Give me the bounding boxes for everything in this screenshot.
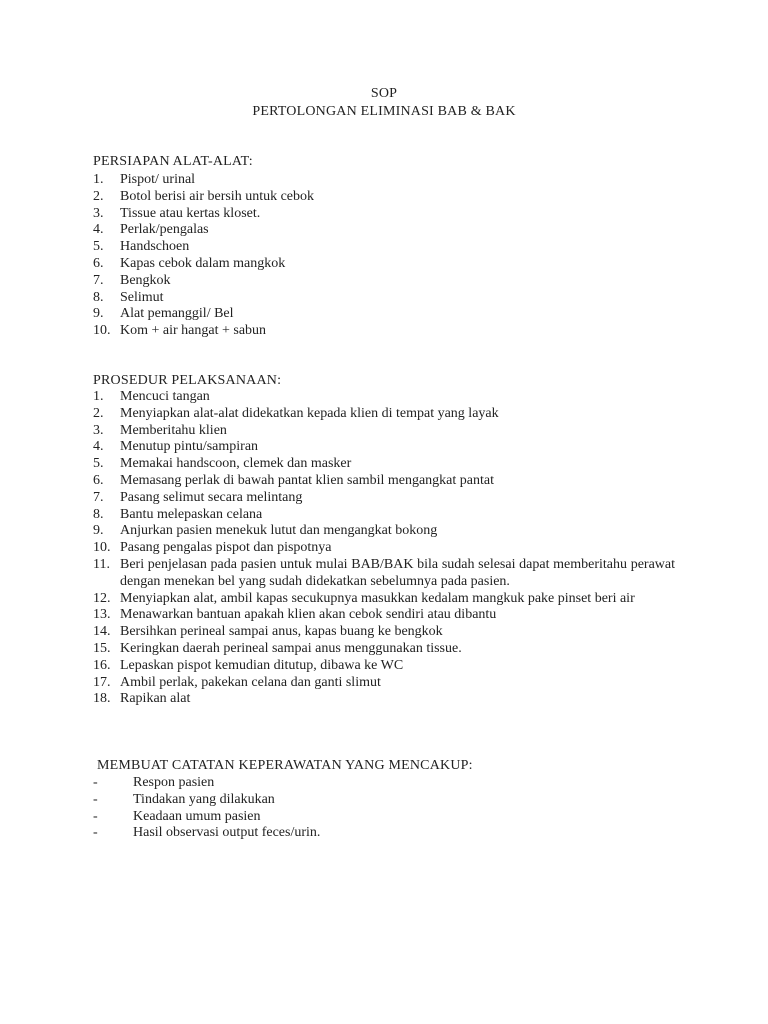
list-item [93,792,675,809]
list-item-number: - [93,775,98,790]
list-item-text: Selimut [120,289,164,305]
list-item-text: Lepaskan pispot kemudian ditutup, dibawa ke WC [120,657,404,673]
list-item-number: 4. [93,439,104,455]
list-item-number: 2. [93,188,104,204]
list-item-number: 2. [93,405,104,421]
list-item [93,189,675,206]
list-item-number: 8. [93,506,104,522]
list-item [93,473,675,490]
section-heading-procedure: PROSEDUR PELAKSANAAN: [93,373,282,388]
equipment-list [93,172,675,340]
list-item-text: Menyiapkan alat-alat didekatkan kepada klien di tempat yang layak [120,405,499,421]
document-subtitle: PERTOLONGAN ELIMINASI BAB & BAK [252,104,516,119]
list-item-text: Botol berisi air bersih untuk cebok [120,188,315,204]
list-item-text: Bersihkan perineal sampai anus, kapas buang ke bengkok [120,624,443,640]
list-item-text: Menyiapkan alat, ambil kapas secukupnya masukkan kedalam mangkuk pake pinset beri air [120,590,635,606]
list-item [93,239,675,256]
list-item [93,323,675,340]
list-item [93,490,675,507]
list-item-text: Tindakan yang dilakukan [133,791,275,807]
list-item-text: Keringkan daerah perineal sampai anus menggunakan tissue. [120,640,462,656]
list-item-number: 5. [93,456,104,472]
list-item-number: 11. [93,556,110,572]
section-heading-preparation: PERSIAPAN ALAT-ALAT: [93,154,253,169]
list-item [93,540,675,557]
list-item [93,557,675,591]
list-item-text: Respon pasien [133,775,215,790]
list-item-number: 17. [93,674,111,690]
list-item-number: 3. [93,205,104,221]
list-item-text: Menawarkan bantuan apakah klien akan cebok sendiri atau dibantu [120,607,497,623]
list-item-number: - [93,825,98,841]
list-item-text: Pasang selimut secara melintang [120,489,303,505]
list-item-text: Perlak/pengalas [120,222,209,238]
list-item-text: Hasil observasi output feces/urin. [133,825,321,841]
list-item-text: Kapas cebok dalam mangkok [120,255,286,271]
list-item [93,256,675,273]
list-item-number: 6. [93,255,104,271]
list-item [93,206,675,223]
list-item-number: 8. [93,289,104,305]
list-item [93,389,675,406]
list-item [93,222,675,239]
list-item [93,423,675,440]
list-item-text: Menutup pintu/sampiran [120,439,259,455]
list-item-number: 1. [93,389,104,404]
section-heading-notes: MEMBUAT CATATAN KEPERAWATAN YANG MENCAKUP: [97,758,473,773]
list-item-text: Memakai handscoon, clemek dan masker [120,456,352,472]
list-item [93,607,675,624]
list-item [93,507,675,524]
list-item [93,809,675,826]
list-item-number: - [93,808,98,824]
list-item [93,306,675,323]
list-item [93,439,675,456]
list-item-text: Kom + air hangat + sabun [120,323,267,339]
list-item-number: 18. [93,691,111,707]
list-item-text: Memberitahu klien [120,422,227,438]
list-item [93,658,675,675]
list-item-number: - [93,791,98,807]
list-item-number: 10. [93,540,111,556]
list-item [93,406,675,423]
list-item-number: 9. [93,306,104,322]
list-item-text: Ambil perlak, pakekan celana dan ganti slimut [120,674,381,690]
list-item-text: Pasang pengalas pispot dan pispotnya [120,540,332,556]
list-item [93,624,675,641]
list-item-number: 14. [93,624,111,640]
list-item-number: 13. [93,607,111,623]
list-item-number: 5. [93,239,104,255]
list-item-number: 16. [93,657,111,673]
list-item-number: 7. [93,272,104,288]
list-item-text: Beri penjelasan pada pasien untuk mulai BAB/BAK bila sudah selesai dapat memberitahu perawat dengan menekan bel yang sudah didekatkan sebelumnya pada pasien. [120,556,675,589]
list-item [93,825,675,842]
list-item-number: 1. [93,172,104,187]
list-item-text: Pispot/ urinal [120,172,196,187]
list-item-text: Alat pemanggil/ Bel [120,306,234,322]
list-item [93,641,675,658]
list-item-text: Memasang perlak di bawah pantat klien sambil mengangkat pantat [120,472,494,488]
list-item-text: Handschoen [120,239,190,255]
list-item [93,591,675,608]
list-item-number: 12. [93,590,111,606]
list-item-text: Bengkok [120,272,171,288]
list-item-text: Rapikan alat [120,691,191,707]
list-item-text: Bantu melepaskan celana [120,506,263,522]
list-item-number: 6. [93,472,104,488]
list-item-number: 3. [93,422,104,438]
document-title: SOP [370,86,398,101]
list-item-number: 4. [93,222,104,238]
list-item [93,775,675,792]
nursing-notes-list [93,775,675,842]
list-item-text: Keadaan umum pasien [133,808,261,824]
list-item [93,691,675,708]
list-item [93,523,675,540]
list-item-number: 10. [93,323,111,339]
list-item [93,273,675,290]
list-item-text: Tissue atau kertas kloset. [120,205,261,221]
list-item [93,172,675,189]
list-item-number: 15. [93,640,111,656]
list-item [93,675,675,692]
procedure-list [93,389,675,708]
list-item [93,456,675,473]
list-item-text: Anjurkan pasien menekuk lutut dan mengangkat bokong [120,523,438,539]
list-item [93,290,675,307]
list-item-number: 7. [93,489,104,505]
list-item-number: 9. [93,523,104,539]
list-item-text: Mencuci tangan [120,389,210,404]
